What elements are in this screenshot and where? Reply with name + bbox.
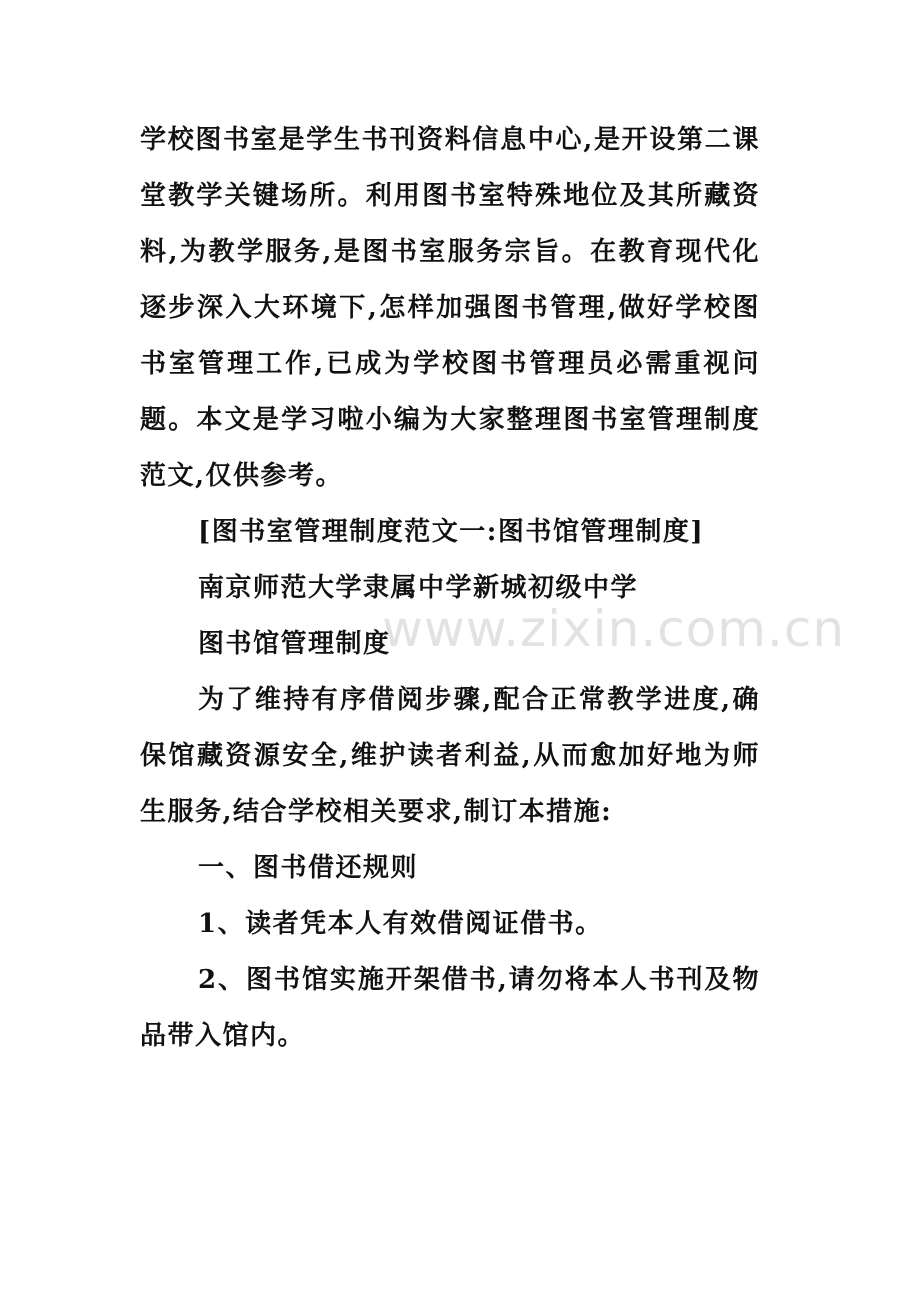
document-body xyxy=(140,112,760,1064)
section-title: [图书室管理制度范文一:图书馆管理制度] xyxy=(198,517,705,547)
rule-item-2: 2、图书馆实施开架借书,请勿将本人书刊及物品带入馆内。 xyxy=(140,965,760,1051)
watermark-text: www.zixin.com.cn xyxy=(382,600,846,658)
intro-paragraph: 学校图书室是学生书刊资料信息中心,是开设第二课堂教学关键场所。利用图书室特殊地位及其所藏资料,为教学服务,是图书室服务宗旨。在教育现代化逐步深入大环境下,怎样加强图书管理,做好学校图书室管理工作,已成为学校图书管理员必需重视问题。本文是学习啦小编为大家整理图书室管理制度范文,仅供参考。 xyxy=(140,125,760,491)
document-title: 图书馆管理制度 xyxy=(198,629,391,659)
rule-item-1: 1、读者凭本人有效借阅证借书。 xyxy=(198,909,603,939)
rules-heading: 一、图书借还规则 xyxy=(198,853,419,883)
school-name: 南京师范大学隶属中学新城初级中学 xyxy=(198,573,639,603)
purpose-paragraph: 为了维持有序借阅步骤,配合正常教学进度,确保馆藏资源安全,维护读者利益,从而愈加好地为师生服务,结合学校相关要求,制订本措施: xyxy=(140,685,760,827)
